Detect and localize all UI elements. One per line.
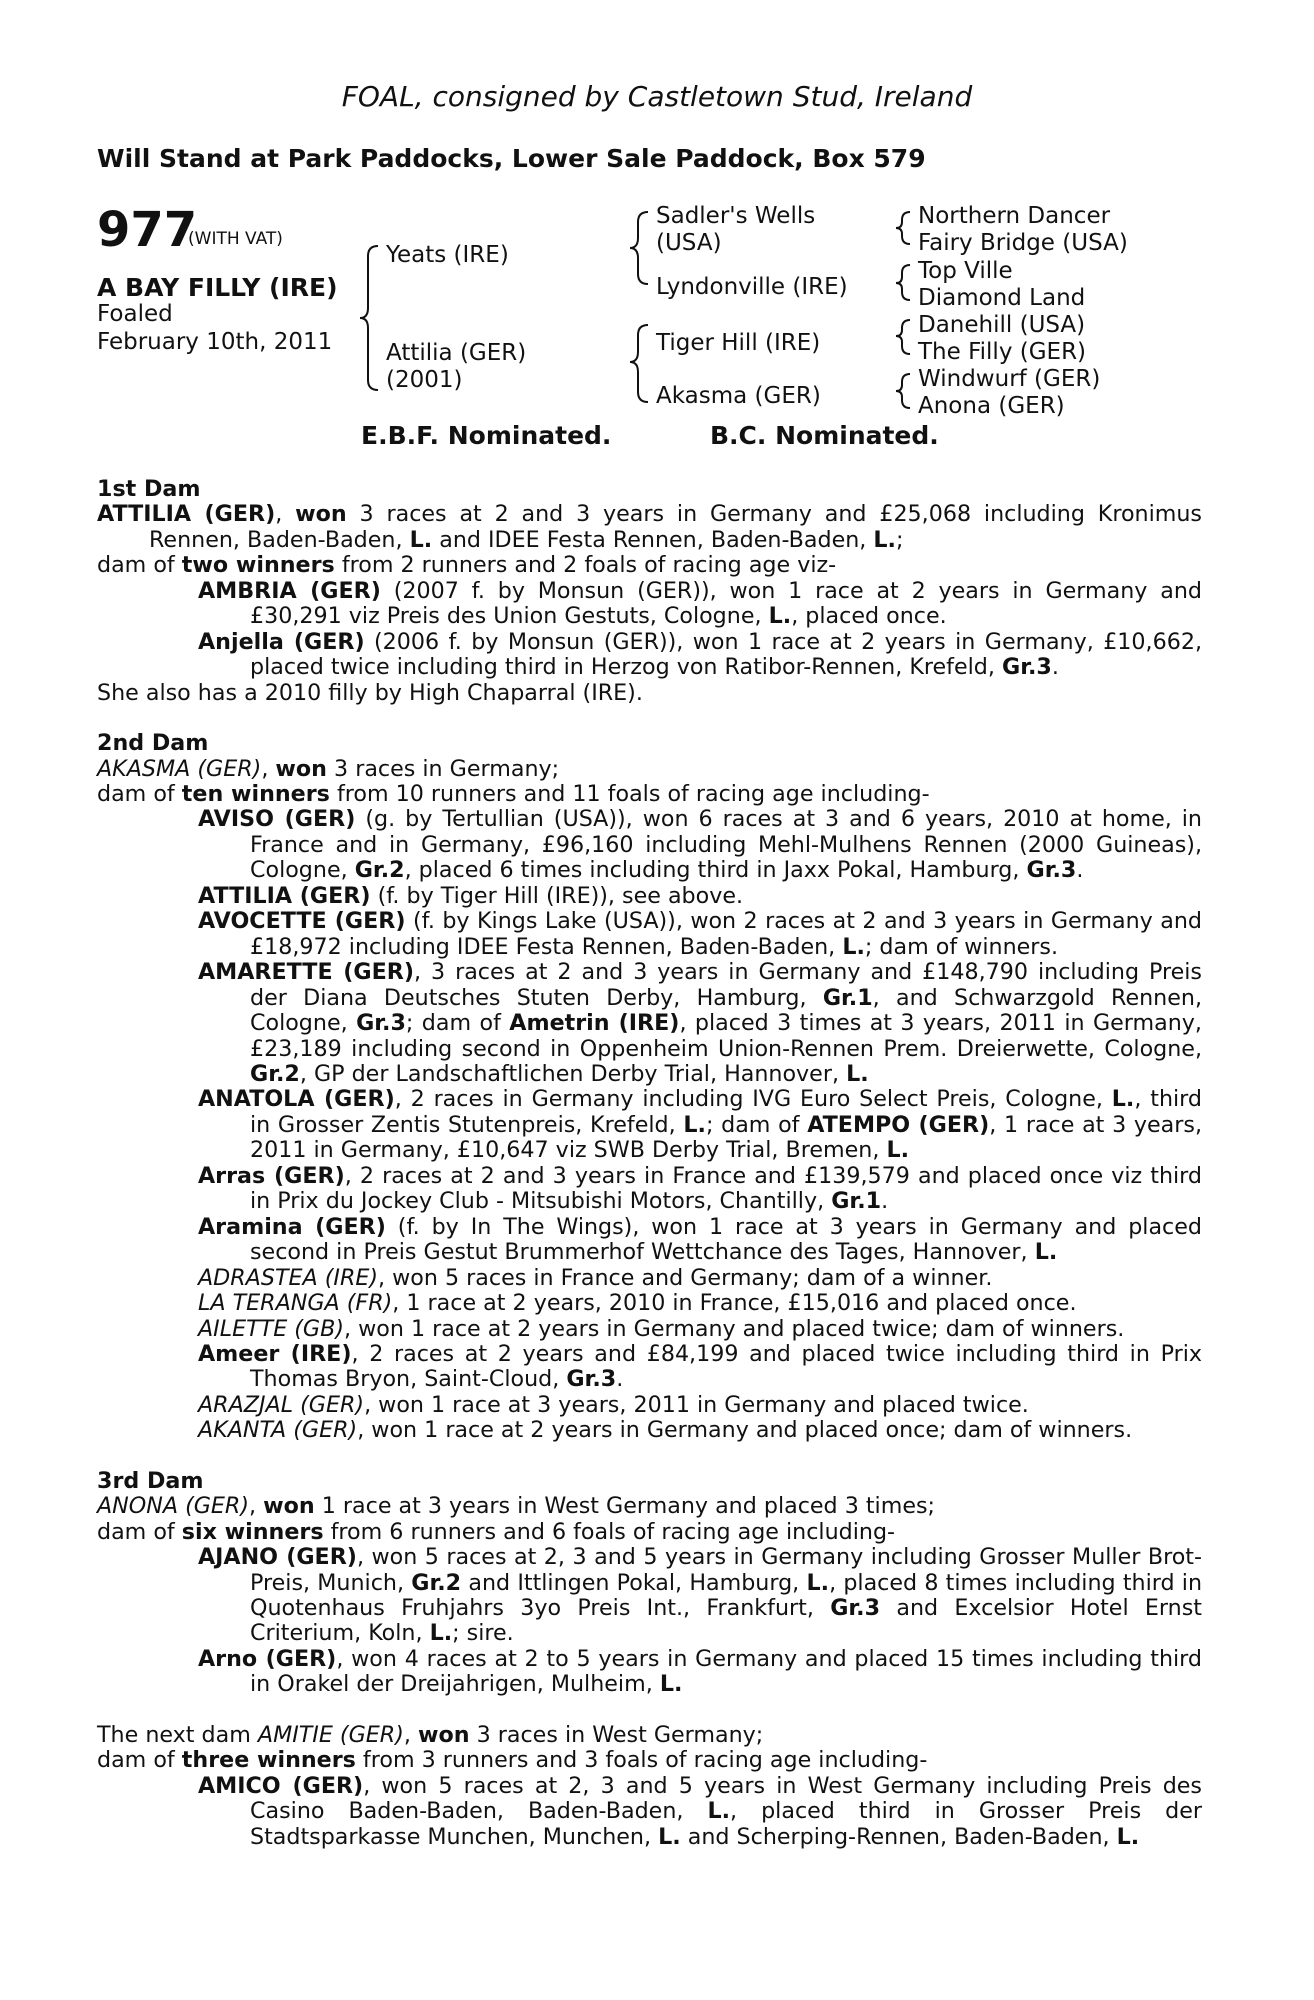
produce-attilia: ATTILIA (GER) (f. by Tiger Hill (IRE)), see above.: [198, 882, 744, 909]
dam: Attilia (GER): [386, 340, 527, 366]
vat-note: (WITH VAT): [188, 229, 283, 249]
produce-ameer: Ameer (IRE), 2 races at 2 years and £84,199 and placed twice including third in Prix Thomas Bryon, Saint-Cloud, Gr.3.: [198, 1340, 1202, 1393]
produce-avocette: AVOCETTE (GER) (f. by Kings Lake (USA)), won 2 races at 2 and 3 years in Germany and £18,972 including IDEE Festa Rennen, Baden-Baden, L.; dam of winners.: [198, 908, 1202, 960]
third-dam-heading: 3rd Dam: [97, 1467, 204, 1494]
produce-amico: AMICO (GER), won 5 races at 2, 3 and 5 years in West Germany including Preis des Casino Baden-Baden, Baden-Baden, L., placed third in Grosser Preis der Stadtsparkasse Munchen, Munchen, L. and Scherping-Rennen, Baden-Baden, L.: [198, 1772, 1202, 1850]
foaled-label: Foaled: [97, 301, 173, 327]
sire-dam: Lyndonville (IRE): [656, 274, 848, 300]
ped-g5: Danehill (USA): [918, 312, 1086, 338]
third-dam-record: ANONA (GER), won 1 race at 3 years in West Germany and placed 3 times;: [97, 1493, 936, 1520]
next-dam-produce-summary: dam of three winners from 3 runners and 3 foals of racing age including-: [97, 1747, 928, 1774]
lot-name: A BAY FILLY (IRE): [97, 273, 338, 302]
dam-sire: Tiger Hill (IRE): [656, 330, 821, 356]
second-dam-produce-summary: dam of ten winners from 10 runners and 11 foals of racing age including-: [97, 780, 930, 807]
lot-number: 977: [97, 202, 198, 258]
produce-ambria: AMBRIA (GER) (2007 f. by Monsun (GER)), won 1 race at 2 years in Germany and £30,291 viz Preis des Union Gestuts, Cologne, L., placed once.: [198, 577, 1202, 630]
catalogue-body: [97, 477, 1202, 1850]
ped-g2: Fairy Bridge (USA): [918, 230, 1128, 256]
first-dam-heading: 1st Dam: [97, 476, 201, 502]
produce-anjella: Anjella (GER) (2006 f. by Monsun (GER)), won 1 race at 2 years in Germany, £10,662, placed twice including third in Herzog von Ratibor-Rennen, Krefeld, Gr.3.: [198, 628, 1202, 681]
sire: Yeats (IRE): [386, 242, 509, 268]
produce-aviso: AVISO (GER) (g. by Tertullian (USA)), won 6 races at 3 and 6 years, 2010 at home, in France and in Germany, £96,160 including Mehl-Mulhens Rennen (2000 Guineas), Cologne, Gr.2, placed 6 times including third in Jaxx Pokal, Hamburg, Gr.3.: [198, 806, 1202, 884]
produce-ailette: AILETTE (GB), won 1 race at 2 years in Germany and placed twice; dam of winners.: [198, 1315, 1125, 1342]
produce-akanta: AKANTA (GER), won 1 race at 2 years in Germany and placed once; dam of winners.: [198, 1417, 1133, 1444]
produce-arras: Arras (GER), 2 races at 2 and 3 years in France and £139,579 and placed once viz third in Prix du Jockey Club - Mitsubishi Motors, Chantilly, Gr.1.: [198, 1162, 1202, 1215]
ebf-nominated: E.B.F. Nominated.: [361, 421, 612, 450]
produce-arazjal: ARAZJAL (GER), won 1 race at 3 years, 2011 in Germany and placed twice.: [198, 1391, 1029, 1418]
ped-g7: Windwurf (GER): [918, 366, 1101, 392]
second-dam-heading: 2nd Dam: [97, 730, 209, 757]
sire-sire: Sadler's Wells: [656, 203, 816, 229]
dam-dam: Akasma (GER): [656, 383, 821, 409]
ped-g3: Top Ville: [918, 258, 1013, 284]
ped-g6: The Filly (GER): [918, 339, 1087, 365]
sire-sire-country: (USA): [656, 230, 722, 256]
produce-anatola: ANATOLA (GER), 2 races in Germany including IVG Euro Select Preis, Cologne, L., third in Grosser Zentis Stutenpreis, Krefeld, L.; dam of ATEMPO (GER), 1 race at 3 years, 2011 in Germany, £10,647 viz SWB Derby Trial, Bremen, L.: [198, 1086, 1203, 1164]
first-dam-record: ATTILIA (GER), won 3 races at 2 and 3 years in Germany and £25,068 including Kronimus Rennen, Baden-Baden, L. and IDEE Festa Rennen, Baden-Baden, L.;: [97, 501, 1202, 553]
produce-adrastea: ADRASTEA (IRE), won 5 races in France and Germany; dam of a winner.: [198, 1264, 993, 1291]
produce-ajano: AJANO (GER), won 5 races at 2, 3 and 5 years in Germany including Grosser Muller Brot-Preis, Munich, Gr.2 and Ittlingen Pokal, Hamburg, L., placed 8 times including third in Quotenhaus Fruhjahrs 3yo Preis Int., Frankfurt, Gr.3 and Excelsior Hotel Ernst Criterium, Koln, L.; sire.: [198, 1544, 1203, 1647]
bc-nominated: B.C. Nominated.: [710, 421, 939, 450]
first-dam-note: She also has a 2010 filly by High Chaparral (IRE).: [97, 679, 643, 706]
third-dam-produce-summary: dam of six winners from 6 runners and 6 foals of racing age including-: [97, 1518, 896, 1545]
foaled-date: February 10th, 2011: [97, 329, 333, 355]
next-dam-record: The next dam AMITIE (GER), won 3 races in West Germany;: [97, 1721, 764, 1748]
produce-arno: Arno (GER), won 4 races at 2 to 5 years in Germany and placed 15 times including third in Orakel der Dreijahrigen, Mulheim, L.: [198, 1645, 1202, 1698]
consignment-line: FOAL, consigned by Castletown Stud, Ireland: [341, 80, 973, 113]
first-dam-produce-summary: dam of two winners from 2 runners and 2 foals of racing age viz-: [97, 552, 837, 579]
ped-g4: Diamond Land: [918, 285, 1086, 311]
second-dam-record: AKASMA (GER), won 3 races in Germany;: [97, 755, 560, 782]
produce-amarette: AMARETTE (GER), 3 races at 2 and 3 years in Germany and £148,790 including Preis der Diana Deutsches Stuten Derby, Hamburg, Gr.1, and Schwarzgold Rennen, Cologne, Gr.3; dam of Ametrin (IRE), placed 3 times at 3 years, 2011 in Germany, £23,189 including second in Oppenheim Union-Rennen Prem. Dreierwette, Cologne, Gr.2, GP der Landschaftlichen Derby Trial, Hannover, L.: [198, 959, 1202, 1087]
ped-g1: Northern Dancer: [918, 203, 1111, 229]
dam-year: (2001): [386, 367, 463, 393]
produce-aramina: Aramina (GER) (f. by In The Wings), won 1 race at 3 years in Germany and placed second in Preis Gestut Brummerhof Wettchance des Tages, Hannover, L.: [198, 1213, 1202, 1266]
produce-la-teranga: LA TERANGA (FR), 1 race at 2 years, 2010 in France, £15,016 and placed once.: [198, 1290, 1077, 1317]
ped-g8: Anona (GER): [918, 393, 1065, 419]
location-line: Will Stand at Park Paddocks, Lower Sale Paddock, Box 579: [97, 144, 926, 173]
